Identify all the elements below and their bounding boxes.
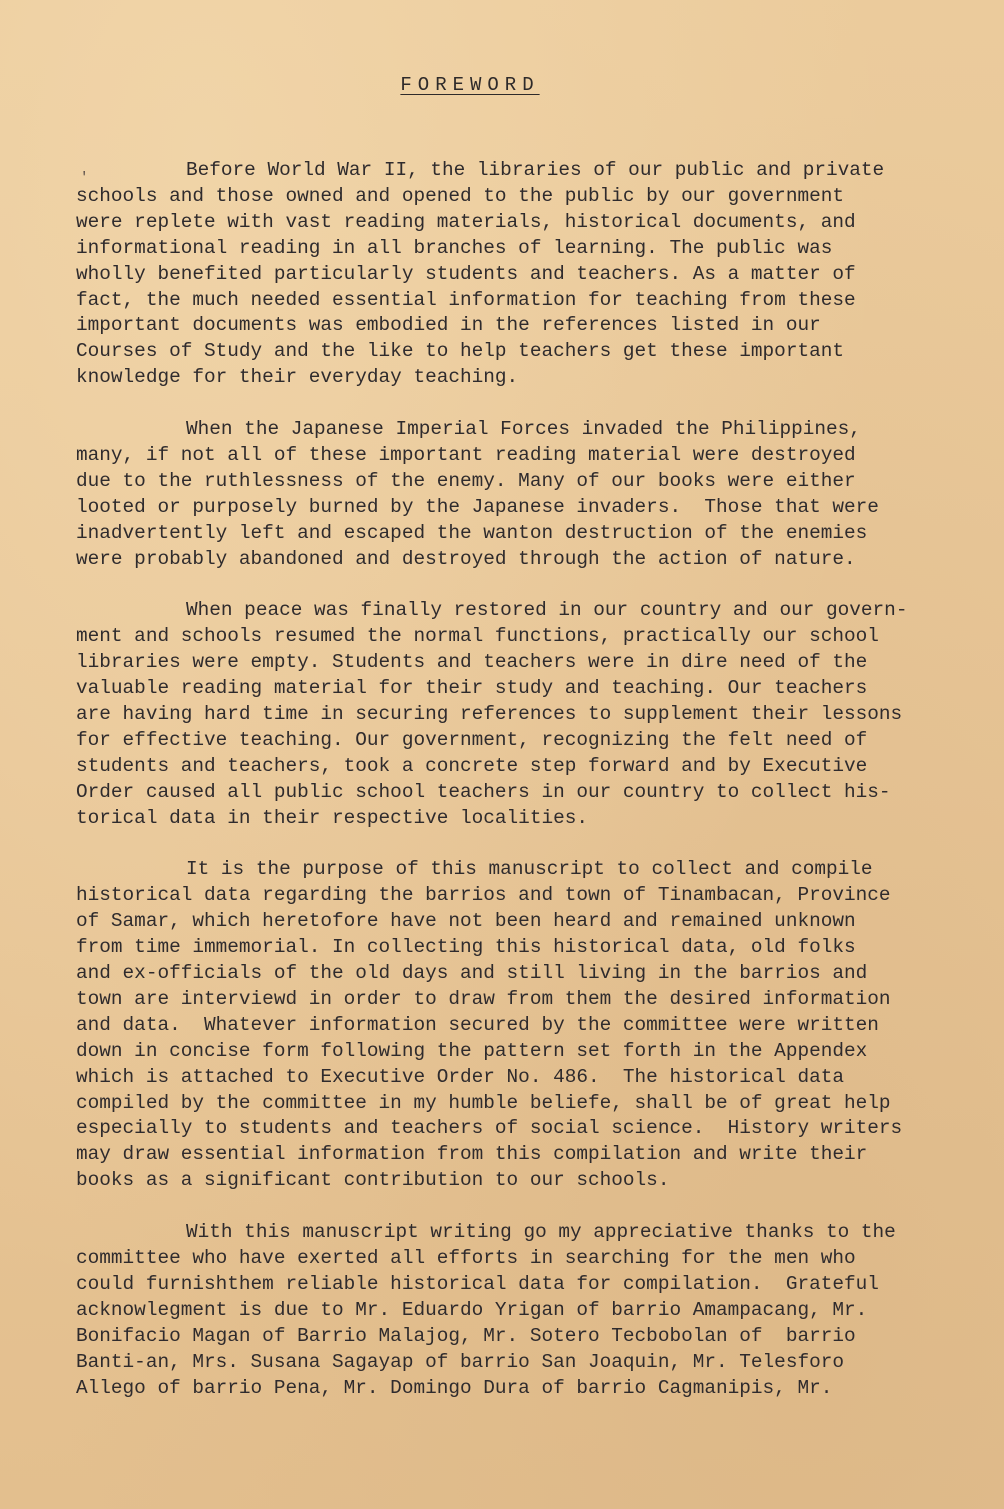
text-line: committee who have exerted all efforts in searching for the men who [76,1247,856,1269]
text-line: knowledge for their everyday teaching. [76,366,519,389]
text-line: informational reading in all branches of learning. The public was [76,236,833,259]
text-line: wholly benefited particularly students and teachers. As a matter of [76,262,856,285]
text-line: looted or purposely burned by the Japanese invaders. Those that were [76,495,879,518]
text-line: Banti-an, Mrs. Susana Sagayap of barrio San Joaquin, Mr. Telesforo [76,1350,844,1373]
text-line: When the Japanese Imperial Forces invaded the Philippines, [186,418,861,441]
text-line: When peace was finally restored in our country and our govern- [186,599,908,622]
text-line: were replete with vast reading materials, historical documents, and [76,210,856,233]
text-line: from time immemorial. In collecting this historical data, old folks [76,936,856,959]
text-line: With this manuscript writing go my appreciative thanks to the [186,1221,896,1244]
page-title: FOREWORD [400,74,540,96]
text-line: inadvertently left and escaped the wanton destruction of the enemies [76,521,868,544]
text-line: It is the purpose of this manuscript to collect and compile [186,858,873,881]
text-line: are having hard time in securing references to supplement their lessons [76,703,903,725]
text-line: libraries were empty. Students and teachers were in dire need of the [76,651,868,674]
text-line: students and teachers, took a concrete step forward and by Executive [76,754,868,777]
text-line: town are interviewd in order to draw from them the desired information [76,987,891,1010]
text-line: Bonifacio Magan of Barrio Malajog, Mr. Sotero Tecbobolan of barrio [76,1324,856,1347]
text-line: especially to students and teachers of social science. History writers [76,1117,903,1140]
text-line: may draw essential information from this compilation and write their [76,1143,868,1166]
text-line: ment and schools resumed the normal functions, practically our school [76,625,879,648]
text-line: fact, the much needed essential information for teaching from these [76,288,856,311]
text-line: Order caused all public school teachers in our country to collect his- [76,780,891,803]
text-line: schools and those owned and opened to the public by our government [76,184,844,207]
text-line: for effective teaching. Our government, recognizing the felt need of [76,728,868,751]
text-line: torical data in their respective localities. [76,806,588,829]
document-body [76,158,976,1427]
text-line: and ex-officials of the old days and still living in the barrios and [76,962,868,985]
paragraph-5 [76,1220,976,1401]
text-line: compiled by the committee in my humble beliefe, shall be of great help [76,1091,891,1114]
text-line: and data. Whatever information secured by the committee were written [76,1013,879,1036]
text-line: Allego of barrio Pena, Mr. Domingo Dura of barrio Cagmanipis, Mr. [76,1376,833,1399]
text-line: down in concise form following the pattern set forth in the Appendex [76,1039,868,1062]
text-line: Before World War II, the libraries of our public and private [186,159,885,181]
text-line: due to the ruthlessness of the enemy. Many of our books were either [76,469,856,492]
text-line: historical data regarding the barrios and town of Tinambacan, Province [76,884,891,907]
stray-mark: ' [80,170,89,186]
paragraph-2 [76,417,976,572]
text-line: could furnishthem reliable historical data for compilation. Grateful [76,1272,879,1295]
text-line: of Samar, which heretofore have not been heard and remained unknown [76,910,856,933]
text-line: books as a significant contribution to our schools. [76,1169,670,1192]
text-line: Courses of Study and the like to help teachers get these important [76,340,844,363]
text-line: many, if not all of these important reading material were destroyed [76,443,856,466]
text-line: valuable reading material for their study and teaching. Our teachers [76,677,868,700]
paragraph-3 [76,598,976,831]
text-line: acknowlegment is due to Mr. Eduardo Yrigan of barrio Amampacang, Mr. [76,1298,868,1321]
text-line: were probably abandoned and destroyed through the action of nature. [76,547,856,570]
paragraph-1 [76,158,976,391]
text-line: important documents was embodied in the references listed in our [76,314,821,337]
text-line: which is attached to Executive Order No. 486. The historical data [76,1065,844,1088]
paragraph-4 [76,857,976,1194]
